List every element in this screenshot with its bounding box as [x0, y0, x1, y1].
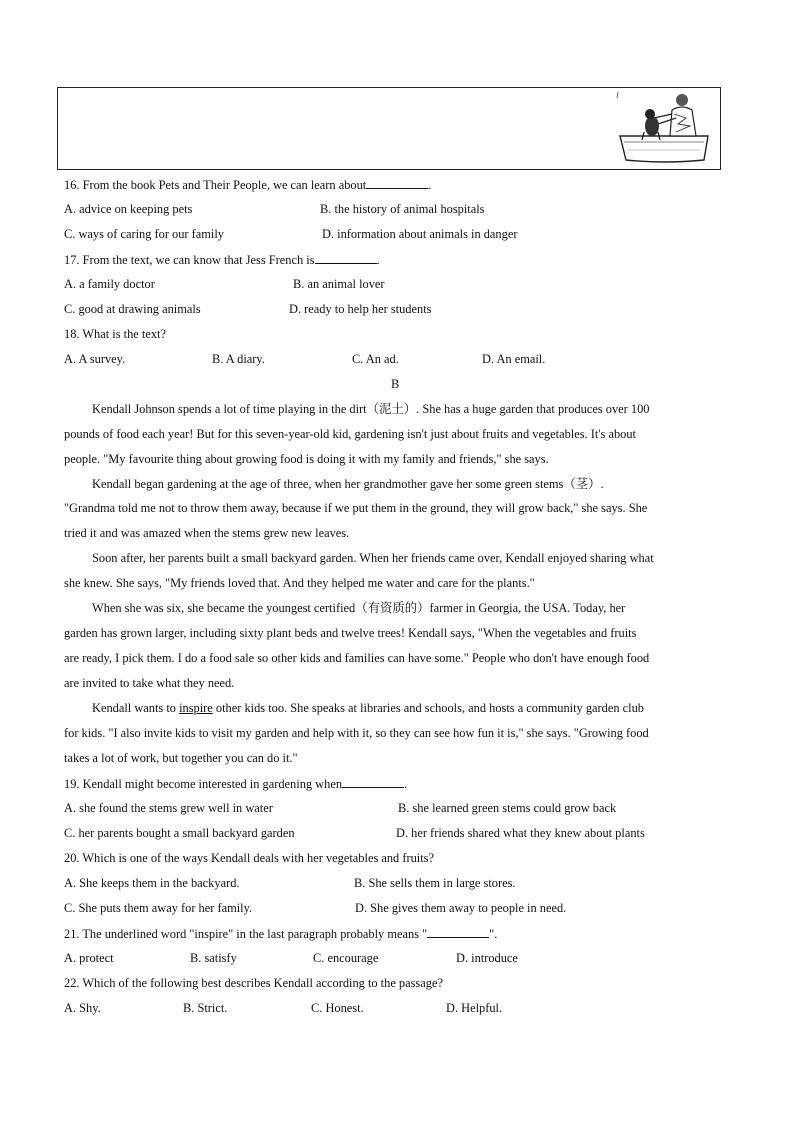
- option-17c[interactable]: C. good at drawing animals: [64, 302, 201, 316]
- option-21b[interactable]: B. satisfy: [190, 951, 237, 965]
- question-18-stem: 18. What is the text?: [64, 327, 166, 341]
- option-18a[interactable]: A. A survey.: [64, 352, 126, 366]
- question-19: 19. Kendall might become interested in gardening when .: [64, 777, 408, 791]
- passage-line: Kendall wants to inspire other kids too. She speaks at libraries and schools, and hosts a community garden club: [92, 701, 644, 715]
- answer-blank[interactable]: [342, 775, 404, 788]
- option-19a[interactable]: A. she found the stems grew well in water: [64, 801, 273, 815]
- option-22d[interactable]: D. Helpful.: [446, 1001, 503, 1015]
- option-22a[interactable]: A. Shy.: [64, 1001, 101, 1015]
- answer-blank[interactable]: [366, 176, 428, 189]
- question-17-stem: 17. From the text, we can know that Jess French is: [64, 253, 315, 267]
- answer-blank[interactable]: [427, 925, 489, 938]
- option-19b[interactable]: B. she learned green stems could grow back: [398, 801, 617, 815]
- option-18b[interactable]: B. A diary.: [212, 352, 265, 366]
- option-16c[interactable]: C. ways of caring for our family: [64, 227, 225, 241]
- option-21c[interactable]: C. encourage: [313, 951, 379, 965]
- passage-line: takes a lot of work, but together you can do it.": [64, 751, 298, 765]
- question-20-stem: 20. Which is one of the ways Kendall deals with her vegetables and fruits?: [64, 851, 435, 865]
- option-20d[interactable]: D. She gives them away to people in need.: [355, 901, 567, 915]
- passage-line: Soon after, her parents built a small backyard garden. When her friends came over, Kendall enjoyed sharing what: [92, 551, 654, 565]
- passage-line: people. "My favourite thing about growing food is doing it with my family and friends," she says.: [64, 452, 549, 466]
- option-16b[interactable]: B. the history of animal hospitals: [320, 202, 485, 216]
- option-16d[interactable]: D. information about animals in danger: [322, 227, 518, 241]
- underlined-word-inspire: inspire: [179, 701, 213, 715]
- section-heading: B: [391, 377, 400, 391]
- question-17: 17. From the text, we can know that Jess French is .: [64, 253, 380, 267]
- option-19c[interactable]: C. her parents bought a small backyard garden: [64, 826, 295, 840]
- passage-line: are ready, I pick them. I do a food sale so other kids and families can have some." People who don't have enough food: [64, 651, 650, 665]
- option-21a[interactable]: A. protect: [64, 951, 114, 965]
- passage-line: Kendall began gardening at the age of three, when her grandmother gave her some green stems（茎）.: [92, 477, 604, 491]
- option-18c[interactable]: C. An ad.: [352, 352, 399, 366]
- question-16: 16. From the book Pets and Their People, we can learn about .: [64, 178, 432, 192]
- answer-blank[interactable]: [315, 251, 377, 264]
- option-22c[interactable]: C. Honest.: [311, 1001, 364, 1015]
- option-18d[interactable]: D. An email.: [482, 352, 546, 366]
- passage-line: "Grandma told me not to throw them away, because if we put them in the ground, they will grow back," she says. She: [64, 501, 648, 515]
- passage-line: tried it and was amazed when the stems grew new leaves.: [64, 526, 350, 540]
- option-20b[interactable]: B. She sells them in large stores.: [354, 876, 516, 890]
- passage-line: Kendall Johnson spends a lot of time playing in the dirt（泥土）. She has a huge garden that produces over 100: [92, 402, 650, 416]
- option-17d[interactable]: D. ready to help her students: [289, 302, 432, 316]
- option-20c[interactable]: C. She puts them away for her family.: [64, 901, 253, 915]
- question-22-stem: 22. Which of the following best describes Kendall according to the passage?: [64, 976, 443, 990]
- passage-line: she knew. She says, "My friends loved that. And they helped me water and care for the plants.": [64, 576, 535, 590]
- option-20a[interactable]: A. She keeps them in the backyard.: [64, 876, 240, 890]
- question-21-stem: 21. The underlined word "inspire" in the last paragraph probably means ": [64, 927, 428, 941]
- passage-line: When she was six, she became the youngest certified（有资质的）farmer in Georgia, the USA. Today, her: [92, 601, 626, 615]
- option-22b[interactable]: B. Strict.: [183, 1001, 228, 1015]
- option-17a[interactable]: A. a family doctor: [64, 277, 155, 291]
- passage-line: garden has grown larger, including sixty plant beds and twelve trees! Kendall says, "When the vegetables and fruits: [64, 626, 637, 640]
- option-19d[interactable]: D. her friends shared what they knew about plants: [396, 826, 645, 840]
- option-21d[interactable]: D. introduce: [456, 951, 518, 965]
- passage-line: pounds of food each year! But for this seven-year-old kid, gardening isn't just about fruits and vegetables. It's about: [64, 427, 636, 441]
- option-17b[interactable]: B. an animal lover: [293, 277, 385, 291]
- option-16a[interactable]: A. advice on keeping pets: [64, 202, 193, 216]
- question-16-stem: 16. From the book Pets and Their People, we can learn about: [64, 178, 367, 192]
- passage-line: for kids. "I also invite kids to visit my garden and help with it, so they can see how fun it is," she says. "Growing food: [64, 726, 649, 740]
- question-21: 21. The underlined word "inspire" in the last paragraph probably means " ".: [64, 927, 498, 941]
- passage-line: are invited to take what they need.: [64, 676, 235, 690]
- question-19-stem: 19. Kendall might become interested in gardening when: [64, 777, 343, 791]
- illustration-vet-bathing-pet: [614, 88, 712, 164]
